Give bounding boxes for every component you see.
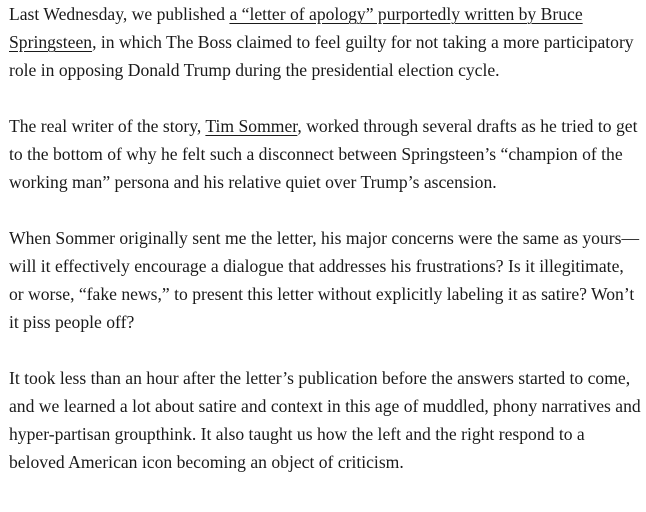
paragraph-1-text-end: , in which The Boss claimed to feel guilty for not taking a more participatory role in opposing Donald Trump during the presidential election cycle.: [9, 32, 634, 80]
letter-of-apology-link[interactable]: a “letter of apology” purportedly written by Bruce Springsteen: [9, 4, 583, 52]
paragraph-2-text-end: , worked through several drafts as he tried to get to the bottom of why he felt such a disconnect between Springsteen’s “champion of the working man” persona and his relative quiet over Trump’s ascension.: [9, 116, 638, 192]
paragraph-1-text-start: Last Wednesday, we published: [9, 4, 230, 24]
paragraph-2-text-start: The real writer of the story,: [9, 116, 206, 136]
paragraph-3-text: When Sommer originally sent me the letter, his major concerns were the same as yours—will it effectively encourage a dialogue that addresses his frustrations? Is it illegitimate, or worse, “fake news,” to present this letter without explicitly labeling it as satire? Won’t it piss people off?: [9, 228, 640, 332]
paragraph-2: [9, 112, 641, 196]
tim-sommer-link[interactable]: Tim Sommer: [205, 116, 298, 136]
paragraph-4: [9, 364, 641, 476]
paragraph-1: [9, 0, 641, 84]
paragraph-3: [9, 224, 641, 336]
paragraph-4-text: It took less than an hour after the letter’s publication before the answers started to come, and we learned a lot about satire and context in this age of muddled, phony narratives and hyper-partisan groupthink. It also taught us how the left and the right respond to a beloved American icon becoming an object of criticism.: [9, 368, 641, 472]
